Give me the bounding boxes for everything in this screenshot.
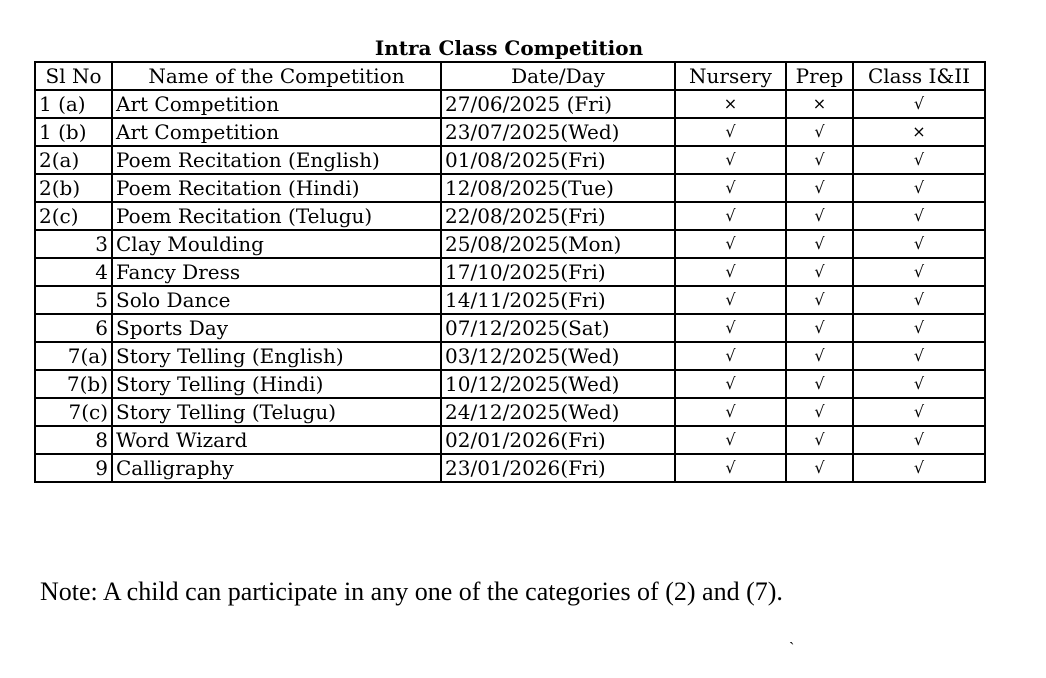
cell-competition-name: Sports Day <box>112 314 441 342</box>
cell-prep-mark: √ <box>786 370 853 398</box>
cell-class-1-2-mark: √ <box>853 398 985 426</box>
header-competition-name: Name of the Competition <box>112 62 441 90</box>
cell-prep-mark: √ <box>786 118 853 146</box>
table-row <box>35 314 985 342</box>
cell-nursery-mark: √ <box>675 314 786 342</box>
header-nursery: Nursery <box>675 62 786 90</box>
page-title: Intra Class Competition <box>374 36 644 60</box>
header-prep: Prep <box>786 62 853 90</box>
cell-nursery-mark: √ <box>675 398 786 426</box>
cell-prep-mark: √ <box>786 314 853 342</box>
cell-date-day: 17/10/2025(Fri) <box>441 258 675 286</box>
cell-sl-no: 1 (b) <box>35 118 112 146</box>
cell-date-day: 03/12/2025(Wed) <box>441 342 675 370</box>
cell-class-1-2-mark: √ <box>853 454 985 482</box>
cell-competition-name: Poem Recitation (English) <box>112 146 441 174</box>
cell-class-1-2-mark: √ <box>853 286 985 314</box>
cell-class-1-2-mark: √ <box>853 258 985 286</box>
table-row <box>35 118 985 146</box>
cell-date-day: 24/12/2025(Wed) <box>441 398 675 426</box>
cell-date-day: 23/01/2026(Fri) <box>441 454 675 482</box>
cell-date-day: 10/12/2025(Wed) <box>441 370 675 398</box>
competition-table <box>34 61 986 483</box>
cell-date-day: 22/08/2025(Fri) <box>441 202 675 230</box>
cell-sl-no: 7(c) <box>35 398 112 426</box>
cell-class-1-2-mark: √ <box>853 90 985 118</box>
cell-date-day: 12/08/2025(Tue) <box>441 174 675 202</box>
cell-prep-mark: √ <box>786 146 853 174</box>
cell-date-day: 07/12/2025(Sat) <box>441 314 675 342</box>
cell-nursery-mark: √ <box>675 286 786 314</box>
cell-competition-name: Clay Moulding <box>112 230 441 258</box>
cell-sl-no: 2(b) <box>35 174 112 202</box>
table-row <box>35 174 985 202</box>
cell-sl-no: 6 <box>35 314 112 342</box>
table-row <box>35 146 985 174</box>
table-row <box>35 426 985 454</box>
stray-mark: ` <box>789 640 795 657</box>
cell-sl-no: 5 <box>35 286 112 314</box>
cell-sl-no: 3 <box>35 230 112 258</box>
cell-competition-name: Fancy Dress <box>112 258 441 286</box>
cell-nursery-mark: √ <box>675 174 786 202</box>
cell-competition-name: Story Telling (English) <box>112 342 441 370</box>
cell-prep-mark: × <box>786 90 853 118</box>
table-row <box>35 454 985 482</box>
cell-nursery-mark: √ <box>675 202 786 230</box>
cell-prep-mark: √ <box>786 174 853 202</box>
cell-prep-mark: √ <box>786 286 853 314</box>
cell-prep-mark: √ <box>786 398 853 426</box>
cell-sl-no: 4 <box>35 258 112 286</box>
table-row <box>35 258 985 286</box>
cell-prep-mark: √ <box>786 342 853 370</box>
cell-nursery-mark: × <box>675 90 786 118</box>
header-sl-no: Sl No <box>35 62 112 90</box>
cell-competition-name: Calligraphy <box>112 454 441 482</box>
cell-date-day: 02/01/2026(Fri) <box>441 426 675 454</box>
note-text: Note: A child can participate in any one of the categories of (2) and (7). <box>40 577 783 606</box>
cell-sl-no: 7(b) <box>35 370 112 398</box>
cell-date-day: 25/08/2025(Mon) <box>441 230 675 258</box>
cell-date-day: 14/11/2025(Fri) <box>441 286 675 314</box>
cell-class-1-2-mark: √ <box>853 342 985 370</box>
cell-class-1-2-mark: √ <box>853 370 985 398</box>
table-row <box>35 398 985 426</box>
cell-sl-no: 7(a) <box>35 342 112 370</box>
cell-competition-name: Story Telling (Hindi) <box>112 370 441 398</box>
cell-nursery-mark: √ <box>675 118 786 146</box>
cell-sl-no: 1 (a) <box>35 90 112 118</box>
table-row <box>35 370 985 398</box>
cell-competition-name: Story Telling (Telugu) <box>112 398 441 426</box>
cell-class-1-2-mark: √ <box>853 174 985 202</box>
cell-date-day: 01/08/2025(Fri) <box>441 146 675 174</box>
cell-nursery-mark: √ <box>675 146 786 174</box>
cell-prep-mark: √ <box>786 454 853 482</box>
table-body <box>35 90 985 482</box>
cell-competition-name: Poem Recitation (Telugu) <box>112 202 441 230</box>
cell-prep-mark: √ <box>786 230 853 258</box>
cell-competition-name: Art Competition <box>112 90 441 118</box>
table-row <box>35 90 985 118</box>
cell-sl-no: 2(a) <box>35 146 112 174</box>
cell-competition-name: Word Wizard <box>112 426 441 454</box>
cell-prep-mark: √ <box>786 258 853 286</box>
cell-sl-no: 9 <box>35 454 112 482</box>
cell-nursery-mark: √ <box>675 230 786 258</box>
cell-nursery-mark: √ <box>675 426 786 454</box>
header-date-day: Date/Day <box>441 62 675 90</box>
cell-competition-name: Art Competition <box>112 118 441 146</box>
cell-class-1-2-mark: √ <box>853 202 985 230</box>
cell-sl-no: 8 <box>35 426 112 454</box>
table-header-row <box>35 62 985 90</box>
table-row <box>35 342 985 370</box>
cell-class-1-2-mark: √ <box>853 314 985 342</box>
cell-competition-name: Solo Dance <box>112 286 441 314</box>
cell-class-1-2-mark: √ <box>853 426 985 454</box>
cell-class-1-2-mark: √ <box>853 146 985 174</box>
table-row <box>35 230 985 258</box>
cell-competition-name: Poem Recitation (Hindi) <box>112 174 441 202</box>
cell-sl-no: 2(c) <box>35 202 112 230</box>
cell-class-1-2-mark: √ <box>853 230 985 258</box>
table-row <box>35 286 985 314</box>
cell-date-day: 23/07/2025(Wed) <box>441 118 675 146</box>
cell-prep-mark: √ <box>786 202 853 230</box>
cell-nursery-mark: √ <box>675 454 786 482</box>
cell-class-1-2-mark: × <box>853 118 985 146</box>
cell-nursery-mark: √ <box>675 342 786 370</box>
cell-prep-mark: √ <box>786 426 853 454</box>
cell-nursery-mark: √ <box>675 370 786 398</box>
cell-date-day: 27/06/2025 (Fri) <box>441 90 675 118</box>
table-row <box>35 202 985 230</box>
header-class-1-2: Class I&II <box>853 62 985 90</box>
cell-nursery-mark: √ <box>675 258 786 286</box>
